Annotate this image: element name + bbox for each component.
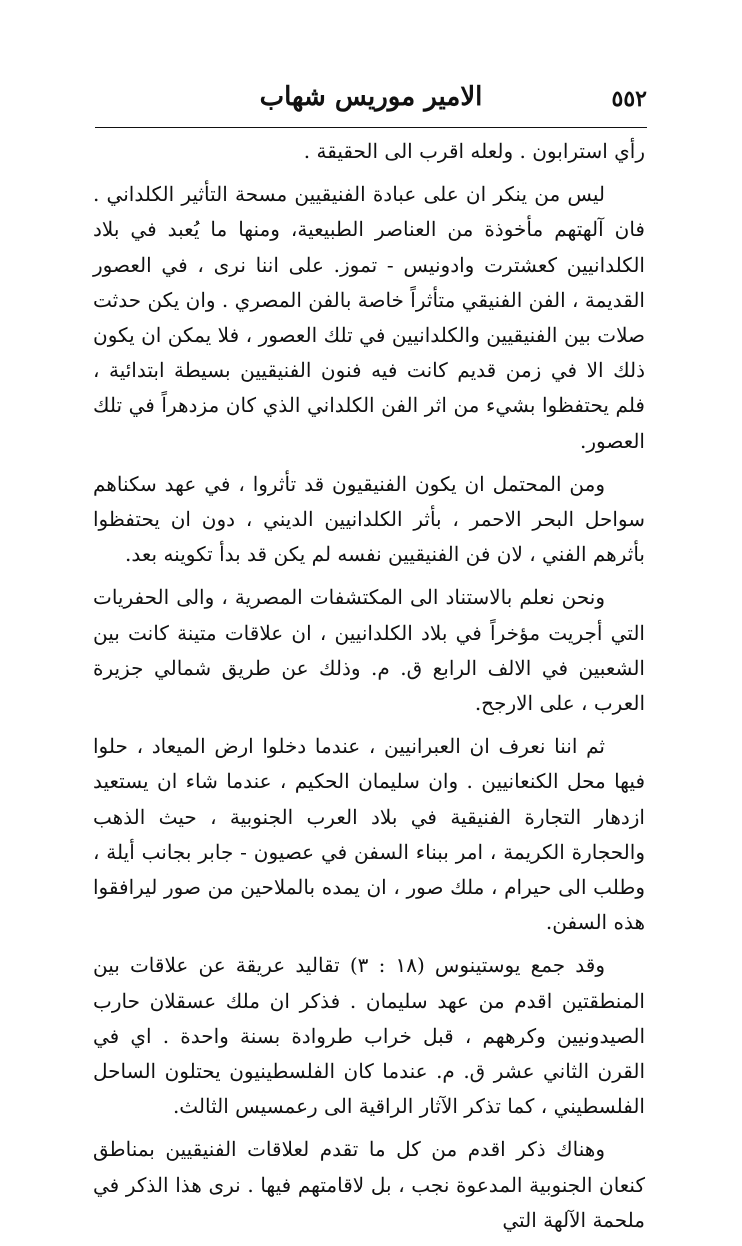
paragraph: رأي استرابون . ولعله اقرب الى الحقيقة . — [303, 139, 645, 163]
paragraph: ومن المحتمل ان يكون الفنيقيون قد تأثروا ، في عهد سكناهم سواحل البحر الاحمر ، بأثر الكلدانيين الديني ، دون ان يحتفظوا بأثرهم الفني ، لان فن الفنيقيين نفسه لم يكن قد بدأ تكوينه بعد. — [93, 471, 645, 567]
paragraph: ونحن نعلم بالاستناد الى المكتشفات المصرية ، والى الحفريات التي أجريت مؤخراً في بلاد الكلدانيين ، ان علاقات متينة كانت بين الشعبين في الالف الرابع ق. م. وذلك عن طريق شمالي جزيرة العرب ، على الارجح. — [93, 585, 645, 716]
page-number: ٥٥٢ — [611, 86, 647, 112]
body-text — [93, 134, 645, 1246]
page-header — [95, 82, 647, 122]
header-rule — [95, 127, 647, 128]
paragraph: وقد جمع يوستينوس (١٨ : ٣) تقاليد عريقة عن علاقات بين المنطقتين اقدم من عهد سليمان . فذكر ان ملك عسقلان حارب الصيدونيين وكرههم ، قبل خراب طروادة بسنة واحدة . اي في القرن الثاني عشر ق. م. عندما كان الفلسطينيون يحتلون الساحل الفلسطيني ، كما تذكر الآثار الراقية الى رعمسيس الثالث. — [93, 953, 645, 1119]
paragraph: ليس من ينكر ان على عبادة الفنيقيين مسحة التأثير الكلداني . فان آلهتهم مأخوذة من العناصر الطبيعية، ومنها ما يُعبد في بلاد الكلدانيين كعشترت وادونيس - تموز. على اننا نرى ، في العصور القديمة ، الفن الفنيقي متأثراً خاصة بالفن المصري . وان يكن حدثت صلات بين الفنيقيين والكلدانيين في تلك العصور ، فلا يمكن ان يكون ذلك الا في زمن قديم كانت فيه فنون الفنيقيين بسيطة ابتدائية ، فلم يحتفظوا بشيء من اثر الفن الكلداني الذي كان مزدهراً في تلك العصور. — [93, 182, 645, 453]
running-title: الامير موريس شهاب — [259, 82, 483, 112]
paragraph: ثم اننا نعرف ان العبرانيين ، عندما دخلوا ارض الميعاد ، حلوا فيها محل الكنعانيين . وان سليمان الحكيم ، عندما شاء ان يستعيد ازدهار التجارة الفنيقية في بلاد العرب الجنوبية ، حيث الذهب والحجارة الكريمة ، امر ببناء السفن في عصيون - جابر بجانب أيلة ، وطلب الى حيرام ، ملك صور ، ان يمده بالملاحين من صور ليرافقوا هذه السفن. — [93, 734, 645, 935]
paragraph: وهناك ذكر اقدم من كل ما تقدم لعلاقات الفنيقيين بمناطق كنعان الجنوبية المدعوة نجب ، بل لاقامتهم فيها . نرى هذا الذكر في ملحمة الآلهة التي — [93, 1137, 645, 1232]
